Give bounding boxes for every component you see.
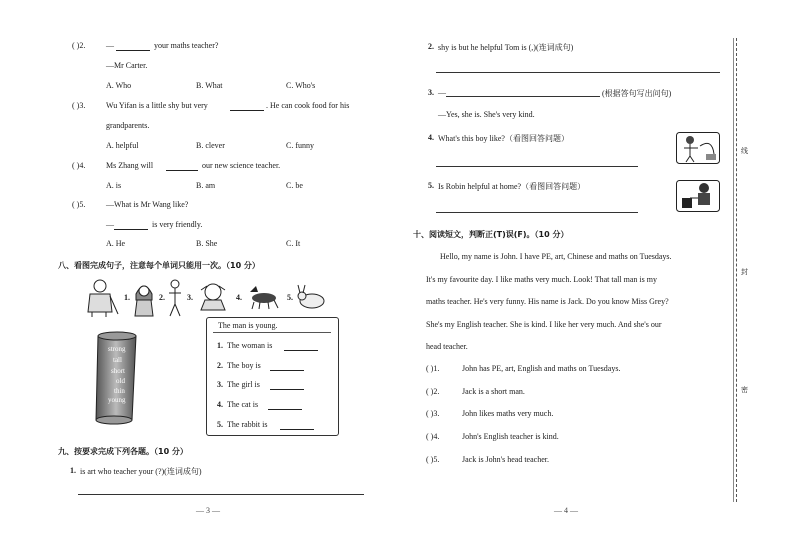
section-9-title: 九、按要求完成下列各题。（10 分） <box>58 447 188 456</box>
section-10-title: 十、阅读短文，判断正(T)误(F)。（10 分） <box>413 230 569 239</box>
sent-3-blank[interactable] <box>270 382 304 390</box>
tf-2-text: Jack is a short man. <box>462 387 525 396</box>
q4-prompt-a: Ms Zhang will <box>106 161 154 170</box>
q5-prompt-a: —What is Mr Wang like? <box>106 200 189 209</box>
sidebar-label-bottom: 密 <box>741 386 748 394</box>
sent-3-text: The girl is <box>227 380 260 389</box>
tf-4-text: John's English teacher is kind. <box>462 432 559 441</box>
woman-picture <box>132 278 156 318</box>
sent-1-text: The woman is <box>227 341 273 350</box>
scroll-word-strong: strong <box>108 345 126 353</box>
r-q4-answer-line[interactable] <box>436 166 638 167</box>
r-q5-answer-line[interactable] <box>436 212 638 213</box>
pic-num-3: 3. <box>187 293 193 302</box>
passage-line-3: maths teacher. He's very funny. His name is Jack. Do you know Miss Grey? <box>426 297 669 306</box>
r-q5-num: 5. <box>428 181 434 190</box>
q2-prompt-a: — <box>106 41 114 50</box>
q5-option-a: A. He <box>106 239 126 248</box>
sidebar-label-top: 线 <box>741 147 748 155</box>
r-q2-answer-line[interactable] <box>436 72 720 73</box>
tf-3-paren[interactable]: ( )3. <box>426 409 440 418</box>
r-q2-num: 2. <box>428 42 434 51</box>
r-q4-text: What's this boy like?（看图回答问题） <box>438 134 569 143</box>
q5-option-c: C. It <box>286 239 301 248</box>
boy-picture <box>166 278 184 318</box>
sent-4-num: 4. <box>217 400 223 409</box>
scroll-word-thin: thin <box>114 387 125 395</box>
sent-2-text: The boy is <box>227 361 261 370</box>
sent-4-blank[interactable] <box>268 402 302 410</box>
cat-picture <box>246 284 280 310</box>
q4-option-b: B. am <box>196 181 216 190</box>
tf-1-paren[interactable]: ( )1. <box>426 364 440 373</box>
r-q2-text: shy is but he helpful Tom is (,)(连词成句) <box>438 43 574 52</box>
sent-3-num: 3. <box>217 380 223 389</box>
tf-1-text: John has PE, art, English and maths on Tuesdays. <box>462 364 621 373</box>
r-q3-reply: —Yes, she is. She's very kind. <box>438 110 535 119</box>
q3-option-b: B. clever <box>196 141 225 150</box>
sec9-q1-text: is art who teacher your (?)(连词成句) <box>80 467 202 476</box>
q2-paren: ( )2. <box>72 41 86 50</box>
example-divider <box>213 332 331 333</box>
q3-blank[interactable] <box>230 103 264 111</box>
scroll-word-young: young <box>108 396 126 404</box>
q2-blank[interactable] <box>116 43 150 51</box>
page-number-3: — 3 — <box>196 506 220 515</box>
passage-line-5: head teacher. <box>426 342 468 351</box>
r-q3-hint: (根据答句写出问句) <box>602 89 672 98</box>
sentence-box <box>206 317 339 436</box>
sent-1-blank[interactable] <box>284 343 318 351</box>
sent-5-blank[interactable] <box>280 422 314 430</box>
sent-5-text: The rabbit is <box>227 420 268 429</box>
tf-5-text: Jack is John's head teacher. <box>462 455 549 464</box>
q4-paren: ( )4. <box>72 161 86 170</box>
q5-prompt-c: is very friendly. <box>152 220 203 229</box>
q3-paren: ( )3. <box>72 101 86 110</box>
tf-5-paren[interactable]: ( )5. <box>426 455 440 464</box>
girl-picture <box>197 282 229 312</box>
q2-option-b: B. What <box>196 81 223 90</box>
robot-picture <box>676 180 720 212</box>
passage-line-1: Hello, my name is John. I have PE, art, Chinese and maths on Tuesdays. <box>440 252 672 261</box>
r-q5-text: Is Robin helpful at home?（看图回答问题） <box>438 182 586 191</box>
sent-5-num: 5. <box>217 420 223 429</box>
binding-line <box>736 38 737 502</box>
r-q4-num: 4. <box>428 133 434 142</box>
passage-line-2: It's my favourite day. I like maths very much. Look! That tall man is my <box>426 275 657 284</box>
r-q3-dash: — <box>438 88 446 97</box>
q3-prompt-c: grandparents. <box>106 121 150 130</box>
scroll-word-tall: tall <box>113 356 122 364</box>
q5-paren: ( )5. <box>72 200 86 209</box>
tf-3-text: John likes maths very much. <box>462 409 554 418</box>
sent-4-text: The cat is <box>227 400 259 409</box>
q4-blank[interactable] <box>166 163 198 171</box>
scroll-word-short: short <box>111 367 125 375</box>
q4-option-c: C. be <box>286 181 303 190</box>
boy-cooking-picture <box>676 132 720 164</box>
q5-blank[interactable] <box>114 222 148 230</box>
section-8-title: 八、看图完成句子，注意每个单词只能用一次。（10 分） <box>58 261 260 270</box>
sidebar-label-mid: 封 <box>741 268 748 276</box>
sec9-q1-num: 1. <box>70 466 76 475</box>
sent-2-num: 2. <box>217 361 223 370</box>
pic-num-5: 5. <box>287 293 293 302</box>
r-q3-num: 3. <box>428 88 434 97</box>
pic-num-4: 4. <box>236 293 242 302</box>
q4-prompt-b: our new science teacher. <box>202 161 281 170</box>
tf-2-paren[interactable]: ( )2. <box>426 387 440 396</box>
rabbit-picture <box>294 284 328 310</box>
sent-2-blank[interactable] <box>270 363 304 371</box>
q2-reply: —Mr Carter. <box>106 61 148 70</box>
sec9-q1-answer-line[interactable] <box>78 494 364 495</box>
old-man-picture <box>80 276 120 318</box>
q3-prompt-b: . He can cook food for his <box>266 101 350 110</box>
pic-num-2: 2. <box>159 293 165 302</box>
q4-option-a: A. is <box>106 181 122 190</box>
sent-1-num: 1. <box>217 341 223 350</box>
example-sentence: The man is young. <box>218 321 278 330</box>
q5-prompt-b: — <box>106 220 114 229</box>
binding-edge <box>733 38 734 502</box>
q5-option-b: B. She <box>196 239 218 248</box>
tf-4-paren[interactable]: ( )4. <box>426 432 440 441</box>
r-q3-answer-line[interactable] <box>446 96 600 97</box>
passage-line-4: She's my English teacher. She is kind. I like her very much. And she's our <box>426 320 662 329</box>
q3-option-a: A. helpful <box>106 141 139 150</box>
q3-prompt-a: Wu Yifan is a little shy but very <box>106 101 208 110</box>
pic-num-1: 1. <box>124 293 130 302</box>
q2-prompt-b: your maths teacher? <box>154 41 219 50</box>
scroll-word-old: old <box>116 377 125 385</box>
page-number-4: — 4 — <box>554 506 578 515</box>
q3-option-c: C. funny <box>286 141 314 150</box>
q2-option-a: A. Who <box>106 81 132 90</box>
q2-option-c: C. Who's <box>286 81 316 90</box>
